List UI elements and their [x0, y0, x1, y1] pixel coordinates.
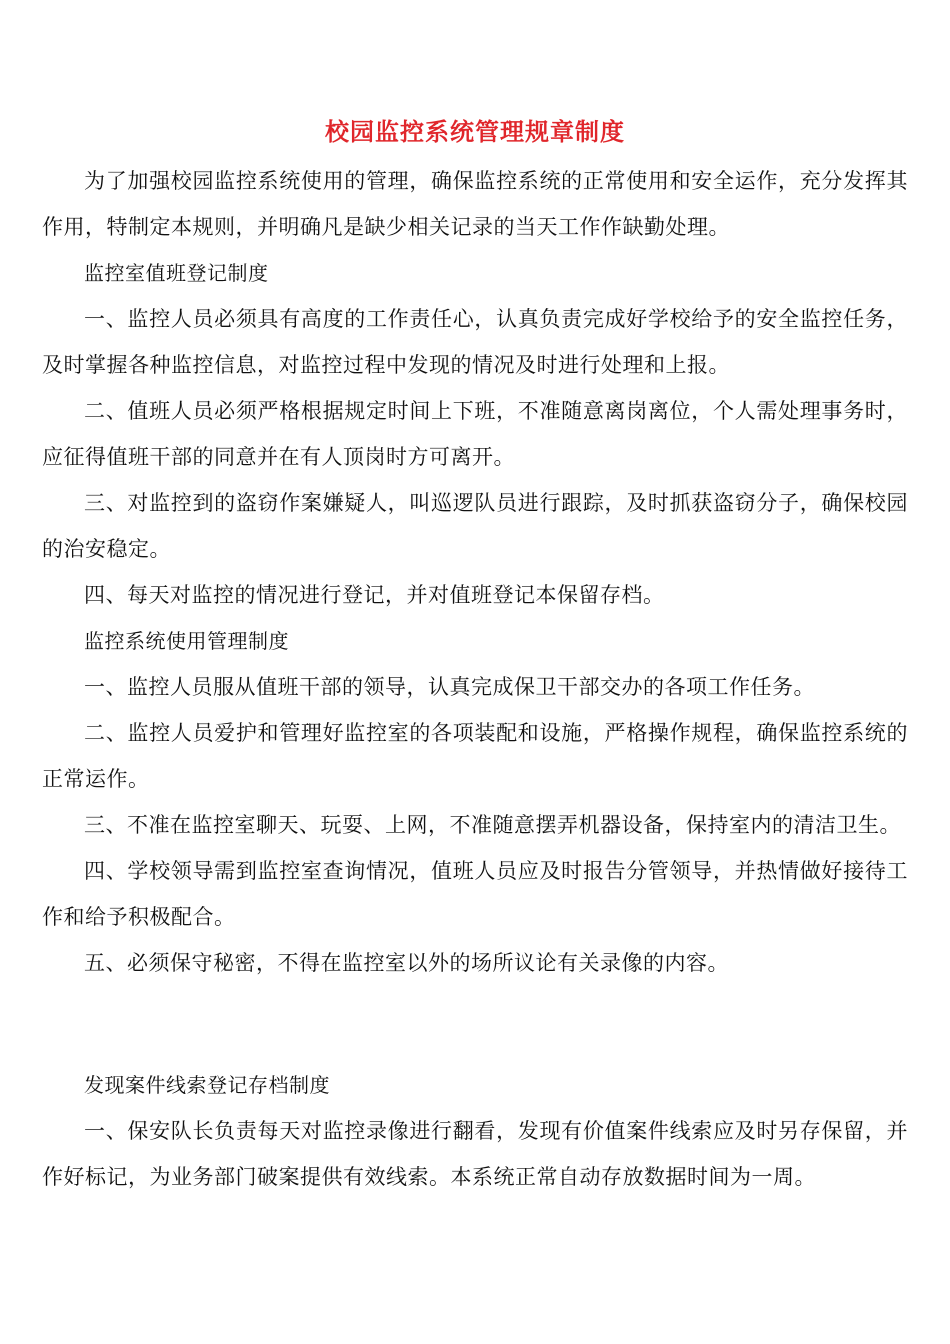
- usage-rule-2: 二、监控人员爱护和管理好监控室的各项装配和设施，严格操作规程，确保监控系统的正常运作。: [42, 721, 908, 791]
- document-page: [42, 110, 908, 1200]
- document-title: 校园监控系统管理规章制度: [325, 117, 625, 146]
- usage-rule-5: 五、必须保守秘密，不得在监控室以外的场所议论有关录像的内容。: [84, 951, 729, 975]
- usage-rule-3: 三、不准在监控室聊天、玩耍、上网，不准随意摆弄机器设备，保持室内的清洁卫生。: [84, 813, 901, 837]
- section-heading-system-usage: 监控系统使用管理制度: [84, 629, 289, 653]
- intro-paragraph: 为了加强校园监控系统使用的管理，确保监控系统的正常使用和安全运作，充分发挥其作用，特制定本规则，并明确凡是缺少相关记录的当天工作作缺勤处理。: [42, 169, 908, 239]
- usage-rule-4: 四、学校领导需到监控室查询情况，值班人员应及时报告分管领导，并热情做好接待工作和给予积极配合。: [42, 859, 908, 929]
- duty-rule-3: 三、对监控到的盗窃作案嫌疑人，叫巡逻队员进行跟踪，及时抓获盗窃分子，确保校园的治安稳定。: [42, 491, 908, 561]
- usage-rule-1: 一、监控人员服从值班干部的领导，认真完成保卫干部交办的各项工作任务。: [84, 675, 815, 699]
- section-heading-case-clues: 发现案件线索登记存档制度: [84, 1073, 330, 1097]
- duty-rule-2: 二、值班人员必须严格根据规定时间上下班，不准随意离岗离位，个人需处理事务时，应征得值班干部的同意并在有人顶岗时方可离开。: [42, 399, 908, 469]
- clue-rule-1: 一、保安队长负责每天对监控录像进行翻看，发现有价值案件线索应及时另存保留，并作好标记，为业务部门破案提供有效线索。本系统正常自动存放数据时间为一周。: [42, 1119, 908, 1189]
- section-spacer: [42, 986, 908, 1062]
- duty-rule-1: 一、监控人员必须具有高度的工作责任心，认真负责完成好学校给予的安全监控任务，及时掌握各种监控信息，对监控过程中发现的情况及时进行处理和上报。: [42, 307, 908, 377]
- section-heading-duty-registration: 监控室值班登记制度: [84, 261, 269, 285]
- duty-rule-4: 四、每天对监控的情况进行登记，并对值班登记本保留存档。: [84, 583, 665, 607]
